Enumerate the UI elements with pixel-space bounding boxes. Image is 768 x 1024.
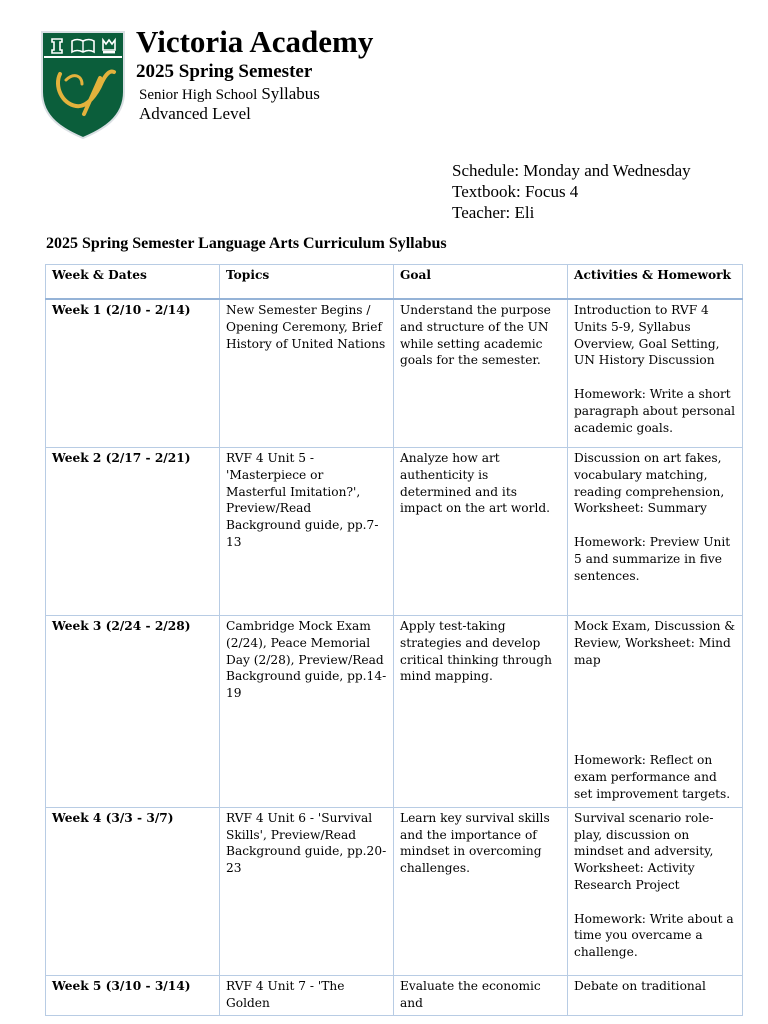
table-header-row	[46, 265, 743, 300]
column-header-activities: Activities & Homework	[568, 265, 743, 300]
week-cell: Week 2 (2/17 - 2/21)	[46, 448, 220, 616]
syllabus-word: Syllabus	[261, 84, 320, 103]
column-header-week: Week & Dates	[46, 265, 220, 300]
column-header-goal: Goal	[394, 265, 568, 300]
homework-text: Homework: Reflect on exam performance and set improvement targets.	[574, 753, 731, 801]
topics-cell: RVF 4 Unit 6 - 'Survival Skills', Preview/Read Background guide, pp.20-23	[220, 807, 394, 975]
homework-text: Homework: Preview Unit 5 and summarize in five sentences.	[574, 534, 731, 583]
table-row	[46, 616, 743, 808]
goal-cell: Apply test-taking strategies and develop critical thinking through mind mapping.	[394, 616, 568, 808]
course-meta	[452, 160, 691, 223]
activities-cell: Debate on traditional	[568, 975, 743, 1016]
week-cell: Week 1 (2/10 - 2/14)	[46, 299, 220, 448]
activities-text: Mock Exam, Discussion & Review, Worksheet: Mind map	[574, 619, 736, 667]
syllabus-subtitle	[139, 84, 320, 105]
table-row	[46, 299, 743, 448]
school-name: Victoria Academy	[136, 24, 374, 59]
activities-text: Discussion on art fakes, vocabulary matching, reading comprehension, Worksheet: Summary	[574, 451, 725, 516]
activities-text: Introduction to RVF 4 Units 5-9, Syllabus Overview, Goal Setting, UN History Discussion	[574, 303, 720, 368]
column-header-topics: Topics	[220, 265, 394, 300]
topics-cell: RVF 4 Unit 7 - 'The Golden	[220, 975, 394, 1016]
goal-cell: Analyze how art authenticity is determined and its impact on the art world.	[394, 448, 568, 616]
syllabus-table	[45, 264, 743, 1016]
syllabus-prefix: Senior High School	[139, 87, 258, 103]
topics-cell: Cambridge Mock Exam (2/24), Peace Memorial Day (2/28), Preview/Read Background guide, pp.14-19	[220, 616, 394, 808]
week-cell: Week 5 (3/10 - 3/14)	[46, 975, 220, 1016]
table-title: 2025 Spring Semester Language Arts Curriculum Syllabus	[46, 235, 447, 252]
topics-cell: RVF 4 Unit 5 - 'Masterpiece or Masterful Imitation?', Preview/Read Background guide, pp.7-13	[220, 448, 394, 616]
table-row	[46, 807, 743, 975]
homework-text: Homework: Write a short paragraph about personal academic goals.	[574, 386, 736, 435]
goal-cell: Evaluate the economic and	[394, 975, 568, 1016]
teacher-line: Teacher: Eli	[452, 203, 535, 222]
week-cell: Week 3 (2/24 - 2/28)	[46, 616, 220, 808]
textbook-line: Textbook: Focus 4	[452, 182, 579, 201]
week-cell: Week 4 (3/3 - 3/7)	[46, 807, 220, 975]
activities-cell	[568, 448, 743, 616]
activities-cell	[568, 616, 743, 808]
activities-cell	[568, 807, 743, 975]
homework-text: Homework: Write about a time you overcame a challenge.	[574, 911, 734, 960]
topics-cell: New Semester Begins / Opening Ceremony, Brief History of United Nations	[220, 299, 394, 448]
schedule-line: Schedule: Monday and Wednesday	[452, 161, 691, 180]
activities-cell	[568, 299, 743, 448]
school-crest-logo	[40, 30, 126, 140]
table-row	[46, 975, 743, 1016]
level-label: Advanced Level	[139, 104, 251, 123]
semester-title: 2025 Spring Semester	[136, 61, 313, 82]
activities-text: Survival scenario role-play, discussion on mindset and adversity, Worksheet: Activity Research Project	[574, 810, 714, 892]
goal-cell: Understand the purpose and structure of the UN while setting academic goals for the semester.	[394, 299, 568, 448]
goal-cell: Learn key survival skills and the importance of mindset in overcoming challenges.	[394, 807, 568, 975]
table-row	[46, 448, 743, 616]
